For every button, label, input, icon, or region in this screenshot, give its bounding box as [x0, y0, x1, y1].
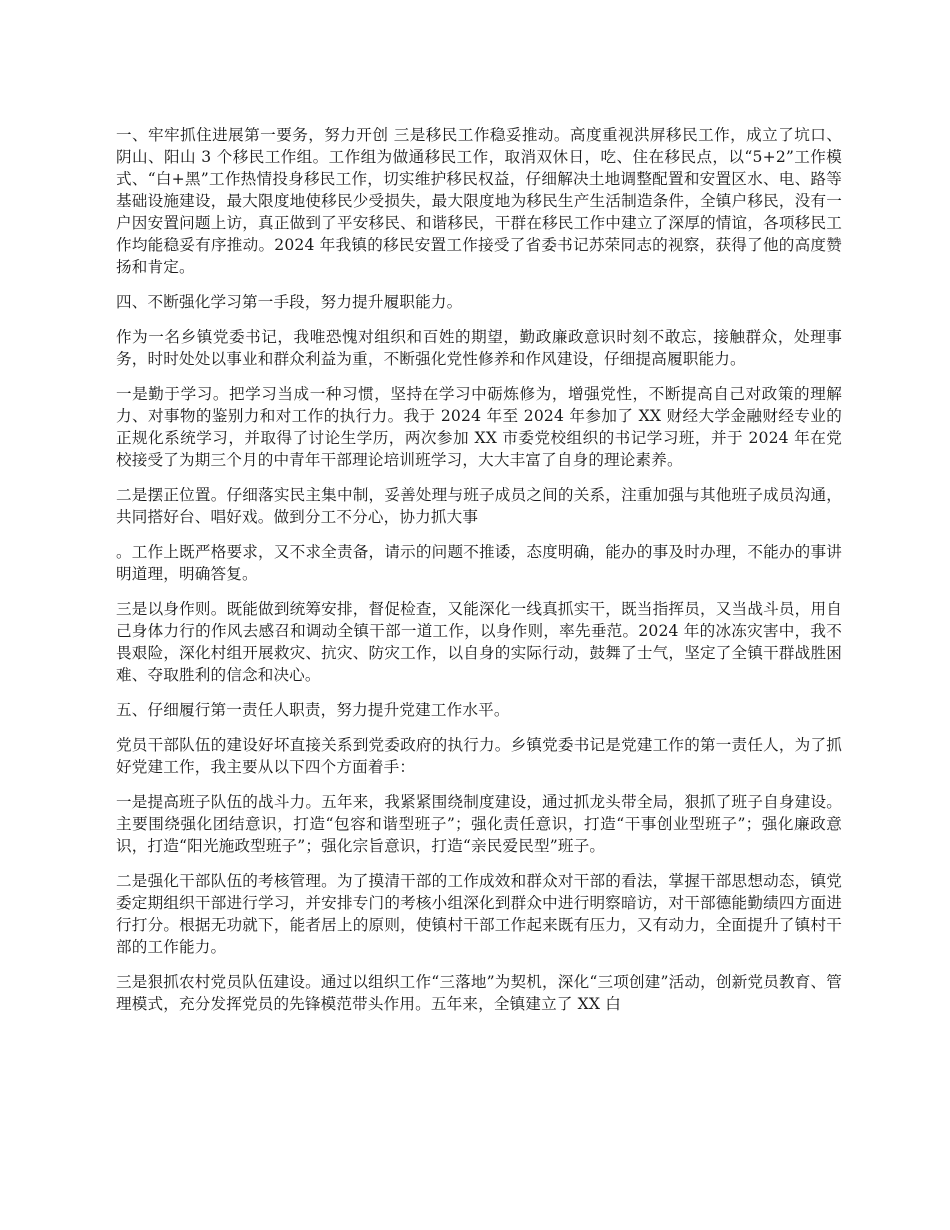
paragraph-lead-by-example: 三是以身作则。既能做到统筹安排，督促检查，又能深化一线真抓实干，既当指挥员，又当战斗员，用自己身体力行的作风去感召和调动全镇干部一道工作，以身作则，率先垂范。2024 年的冰冻灾害中，我不畏艰险，深化村组开展救灾、抗灾、防灾工作，以自身的实际行动，鼓舞了士气，坚定了全镇干群战胜困难、夺取胜利的信念和决心。 [116, 600, 842, 684]
paragraph-diligent-study: 一是勤于学习。把学习当成一种习惯，坚持在学习中砺炼修为，增强党性，不断提高自己对政策的理解力、对事物的鉴别力和对工作的执行力。我于 2024 年至 2024 年参加了 XX 财经大学金融财经专业的正规化系统学习，并取得了讨论生学历，两次参加 XX 市委党校组织的书记学习班，并于 2024 年在党校接受了为期三个月的中青年干部理论培训班学习，大大丰富了自身的理论素养。 [116, 385, 842, 469]
paragraph-party-building-intro: 党员干部队伍的建设好坏直接关系到党委政府的执行力。乡镇党委书记是党建工作的第一责任人，为了抓好党建工作，我主要从以下四个方面着手： [116, 736, 842, 776]
paragraph-rural-party-members: 三是狠抓农村党员队伍建设。通过以组织工作“三落地”为契机，深化“三项创建”活动，创新党员教育、管理模式，充分发挥党员的先锋模范带头作用。五年来，全镇建立了 XX 白 [116, 973, 842, 1013]
paragraph-cadre-assessment: 二是强化干部队伍的考核管理。为了摸清干部的工作成效和群众对干部的看法，掌握干部思想动态，镇党委定期组织干部进行学习，并安排专门的考核小组深化到群众中进行明察暗访，对干部德能勤绩四方面进行打分。根据无功就下，能者居上的原则，使镇村干部工作起来既有压力，又有动力，全面提升了镇村干部的工作能力。 [116, 872, 842, 956]
paragraph-work-requirements: 。工作上既严格要求，又不求全责备，请示的问题不推诿，态度明确，能办的事及时办理，不能办的事讲明道理，明确答复。 [116, 543, 842, 583]
section-heading-four: 四、不断强化学习第一手段，努力提升履职能力。 [116, 293, 463, 311]
paragraph-intro-learning: 作为一名乡镇党委书记，我唯恐愧对组织和百姓的期望，勤政廉政意识时刻不敢忘，接触群众，处理事务，时时处处以事业和群众利益为重，不断强化党性修养和作风建设，仔细提高履职能力。 [116, 328, 842, 368]
section-heading-five: 五、仔细履行第一责任人职责，努力提升党建工作水平。 [116, 701, 510, 719]
paragraph-migration-work: 一、牢牢抓住进展第一要务，努力开创 三是移民工作稳妥推动。高度重视洪屏移民工作，成立了坑口、阴山、阳山 3 个移民工作组。工作组为做通移民工作，取消双休日，吃、住在移民点，以“5+2”工作模式、“白+黑”工作热情投身移民工作，切实维护移民权益，仔细解决土地调整配置和安置区水、电、路等基础设施建设，最大限度地使移民少受损失，最大限度地为移民生产生活制造条件，全镇户移民，没有一户因安置问题上访，真正做到了平安移民、和谐移民，干群在移民工作中建立了深厚的情谊，各项移民工作均能稳妥有序推动。2024 年我镇的移民安置工作接受了省委书记苏荣同志的视察，获得了他的高度赞扬和肯定。 [116, 126, 842, 276]
paragraph-correct-position: 二是摆正位置。仔细落实民主集中制，妥善处理与班子成员之间的关系，注重加强与其他班子成员沟通，共同搭好台、唱好戏。做到分工不分心，协力抓大事 [116, 486, 842, 526]
paragraph-team-combat-power: 一是提高班子队伍的战斗力。五年来，我紧紧围绕制度建设，通过抓龙头带全局，狠抓了班子自身建设。主要围绕强化团结意识，打造“包容和谐型班子”；强化责任意识，打造“干事创业型班子”；强化廉政意识，打造“阳光施政型班子”；强化宗旨意识，打造“亲民爱民型”班子。 [116, 793, 842, 855]
document-page [116, 124, 842, 1028]
